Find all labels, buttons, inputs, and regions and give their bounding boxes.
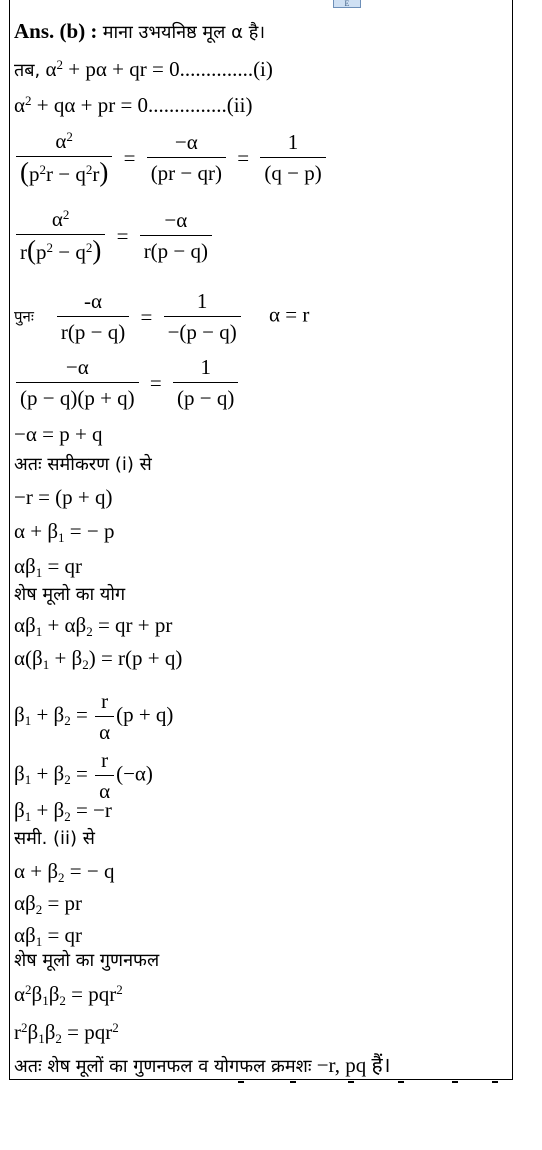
- from-eq-ii: समी. (ii) से: [14, 828, 95, 849]
- fraction-2: $\frac{-\alpha}{(pr - qr)}$: [147, 129, 226, 186]
- conclusion-values: −r, pq हैं।: [316, 1053, 391, 1077]
- equation-i: तब, $\alpha^2 + p\alpha$ + qr = 0..............(i): [14, 56, 273, 81]
- equation-ii: $\alpha^2 + q\alpha$ + pr = 0...............(ii): [14, 92, 253, 117]
- fraction-1: $\frac{\alpha^2}{(p^2r - q^2r)}$: [16, 128, 112, 187]
- again-line: पुनः $\frac{-\alpha}{r(p - q)}$ = $\frac{1}{-(p - q)}$ α = r: [14, 289, 310, 344]
- fraction-9: $\frac{1}{(p - q)}$: [173, 354, 238, 411]
- simplified-ratio: $\frac{\alpha^2}{r(p^2 - q^2)}$ = $\frac{-\alpha}{r(p - q)}$: [14, 206, 214, 265]
- product-roots-result: $r^2\beta_1\beta_2 = pqr^2$: [14, 1019, 119, 1046]
- fraction-6: $\frac{-\alpha}{r(p - q)}$: [57, 288, 129, 345]
- product-eq-1: $\alpha\beta_1$ = qr: [14, 554, 83, 580]
- answer-label: Ans. (b) :: [14, 19, 98, 43]
- cross-multiplication: $\frac{\alpha^2}{(p^2r - q^2r)}$ = $\frac{-\alpha}{(pr - qr)}$ = $\frac{1}{(q - p)}$: [14, 128, 328, 187]
- page-tag-label: E: [344, 0, 350, 8]
- fraction-5: $\frac{-\alpha}{r(p - q)}$: [140, 207, 212, 264]
- beta-sum-eq-2: $\beta_1 + \beta_2$ = $\frac{r}{\alpha}$ (−α): [14, 748, 153, 803]
- page-tag: [333, 0, 361, 8]
- then-label: तब,: [14, 60, 41, 81]
- product-roots-eq: $\alpha^2\beta_1\beta_2 = pqr^2$: [14, 981, 123, 1008]
- equation-i-rhs: 0..............(i): [169, 57, 273, 81]
- fraction-8: $\frac{-\alpha}{(p - q)(p + q)}$: [16, 354, 139, 411]
- fraction-7: $\frac{1}{-(p - q)}$: [164, 288, 241, 345]
- alpha-equals-r: α = r: [269, 302, 310, 327]
- hence-eq-i: अतः समीकरण (i) से: [14, 454, 152, 475]
- alpha-result: −α = p + q: [14, 422, 103, 446]
- product-eq-3: $\alpha\beta_1$ = qr: [14, 923, 83, 949]
- ratio-line: $\frac{-\alpha}{(p - q)(p + q)}$ = $\frac{1}{(p - q)}$: [14, 354, 240, 411]
- sum-eq-2: $\alpha + \beta_2$ = − q: [14, 859, 115, 885]
- product-eq-2: $\alpha\beta_2$ = pr: [14, 891, 83, 917]
- final-conclusion: [14, 1052, 391, 1080]
- sum-eq-1: $\alpha + \beta_1$ = − p: [14, 519, 115, 545]
- answer-heading: [14, 18, 265, 46]
- sum-roots-eq: $\alpha\beta_1 + \alpha\beta_2$ = qr + pr: [14, 613, 173, 639]
- fraction-3: $\frac{1}{(q - p)}$: [260, 129, 325, 186]
- next-page-cutoff-marks: [230, 1081, 500, 1084]
- conclusion-text: अतः शेष मूलों का गुणनफल व योगफल क्रमशः: [14, 1056, 312, 1077]
- fraction-4: $\frac{\alpha^2}{r(p^2 - q^2)}$: [16, 206, 105, 265]
- beta-sum-eq-1: $\beta_1 + \beta_2$ = $\frac{r}{\alpha}$ (p + q): [14, 689, 174, 744]
- r-result: −r = (p + q): [14, 485, 113, 509]
- sum-of-other-roots: शेष मूलो का योग: [14, 584, 126, 605]
- factored-eq: $\alpha(\beta_1 + \beta_2) = r(p + q)$: [14, 646, 183, 672]
- beta-sum-result: $\beta_1 + \beta_2 = -r$: [14, 798, 112, 824]
- again-label: पुनः: [14, 307, 34, 326]
- equation-ii-rhs: 0...............(ii): [137, 93, 253, 117]
- product-of-other-roots: शेष मूलो का गुणनफल: [14, 950, 160, 971]
- answer-intro: माना उभयनिष्ठ मूल α है।: [102, 22, 266, 43]
- cell-top-border: [9, 0, 513, 12]
